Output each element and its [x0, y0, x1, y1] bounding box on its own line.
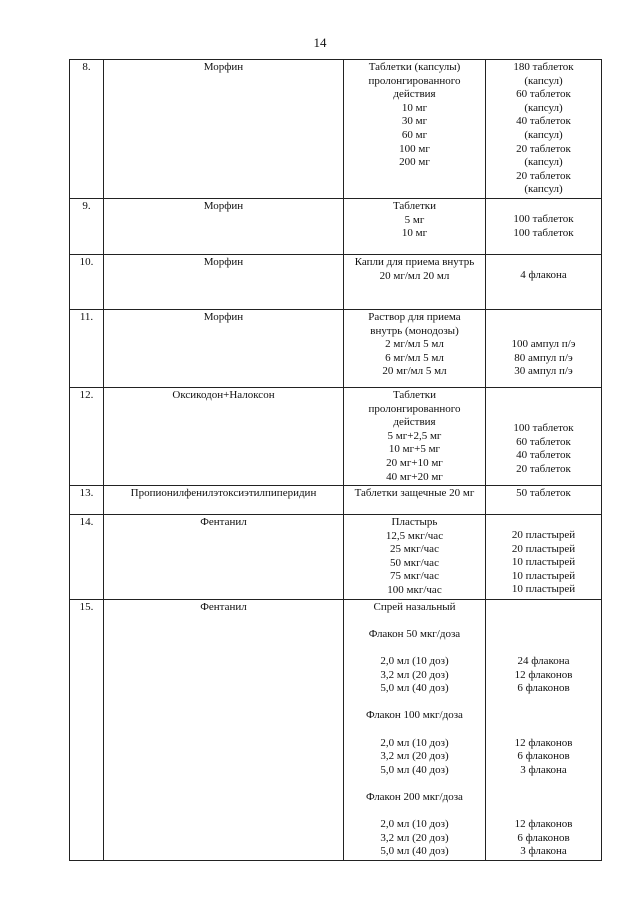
quantity-line: [489, 614, 598, 628]
quantity-line: (капсул): [524, 74, 563, 87]
quantity-line: 24 флакона: [517, 655, 570, 668]
drug-name: Оксикодон+Налоксон: [104, 387, 344, 485]
quantity-line: 50 таблеток: [516, 487, 571, 500]
table-row: [70, 309, 602, 387]
dosage-form-line: [347, 696, 482, 710]
quantity-line: [489, 805, 598, 819]
quantity-line: 20 таблеток: [516, 169, 571, 182]
dosage-form-line: 2 мг/мл 5 мл: [385, 338, 444, 351]
quantity-line: 100 таблеток: [513, 421, 574, 434]
dosage-form-line: [347, 805, 482, 819]
table-row: [70, 387, 602, 485]
table-row: [70, 515, 602, 600]
row-number: 11.: [70, 309, 104, 387]
quantity-line: 12 флаконов: [514, 668, 573, 681]
table-row: [70, 198, 602, 254]
dosage-form: [344, 254, 486, 309]
dosage-form-line: 2,0 мл (10 доз): [380, 736, 449, 749]
drug-table: [69, 59, 602, 861]
table-row: [70, 254, 602, 309]
quantity: [486, 486, 602, 515]
dosage-form-line: 12,5 мкг/час: [385, 529, 444, 542]
drug-name: Морфин: [104, 254, 344, 309]
dosage-form-line: [347, 723, 482, 737]
quantity-line: 10 пластырей: [511, 583, 576, 596]
dosage-form-line: 10 мг+5 мг: [388, 443, 441, 456]
dosage-form-line: 3,2 мл (20 доз): [380, 831, 449, 844]
quantity-line: 20 таблеток: [516, 462, 571, 475]
quantity-line: (капсул): [524, 128, 563, 141]
table-row: [70, 599, 602, 860]
dosage-form-line: 20 мг/мл 20 мл: [379, 269, 450, 282]
dosage-form-line: 5,0 мл (40 доз): [380, 845, 449, 858]
row-number: 15.: [70, 599, 104, 860]
dosage-form-line: 75 мкг/час: [390, 570, 439, 583]
quantity-line: 3 флакона: [520, 845, 567, 858]
dosage-form: [344, 309, 486, 387]
table-body: [70, 60, 602, 861]
quantity: [486, 599, 602, 860]
drug-name: Морфин: [104, 198, 344, 254]
quantity-line: 60 таблеток: [516, 88, 571, 101]
page-number: 14: [313, 35, 327, 50]
dosage-form-line: Пластырь: [391, 516, 438, 529]
dosage-form-line: 60 мг: [401, 128, 428, 141]
row-number: 14.: [70, 515, 104, 600]
dosage-form-line: Раствор для приема: [368, 310, 461, 323]
dosage-form-line: 100 мг: [399, 142, 430, 155]
dosage-form-line: 5 мг: [404, 213, 425, 226]
dosage-form-line: Флакон 100 мкг/доза: [366, 709, 463, 722]
table-row: [70, 60, 602, 199]
dosage-form-line: пролонгированного: [368, 402, 461, 415]
table-row: [70, 486, 602, 515]
quantity-line: [489, 696, 598, 710]
dosage-form-line: 5,0 мл (40 доз): [380, 763, 449, 776]
dosage-form-line: 6 мг/мл 5 мл: [385, 351, 444, 364]
quantity-line: 10 пластырей: [511, 556, 576, 569]
dosage-form-line: действия: [393, 88, 436, 101]
dosage-form-line: 10 мг: [401, 101, 428, 114]
quantity-line: (капсул): [524, 183, 563, 196]
dosage-form-line: Таблетки: [392, 199, 437, 212]
dosage-form: [344, 599, 486, 860]
dosage-form-line: действия: [393, 416, 436, 429]
quantity-line: 80 ампул п/э: [514, 351, 573, 364]
quantity-line: 100 таблеток: [513, 226, 574, 239]
dosage-form-line: 3,2 мл (20 доз): [380, 750, 449, 763]
dosage-form-line: 20 мг/мл 5 мл: [382, 365, 447, 378]
row-number: 10.: [70, 254, 104, 309]
dosage-form: [344, 515, 486, 600]
dosage-form-line: Флакон 200 мкг/доза: [366, 790, 463, 803]
quantity-line: [489, 709, 598, 723]
dosage-form-line: Капли для приема внутрь: [354, 255, 475, 268]
quantity: [486, 198, 602, 254]
quantity-line: 6 флаконов: [517, 831, 570, 844]
dosage-form-line: 2,0 мл (10 доз): [380, 818, 449, 831]
dosage-form-line: 40 мг+20 мг: [386, 470, 443, 483]
row-number: 8.: [70, 60, 104, 199]
quantity-line: 40 таблеток: [516, 449, 571, 462]
dosage-form-line: Таблетки защечные 20 мг: [354, 487, 475, 500]
dosage-form: [344, 60, 486, 199]
dosage-form-line: 5 мг+2,5 мг: [387, 429, 442, 442]
quantity: [486, 309, 602, 387]
dosage-form-line: 200 мг: [399, 156, 430, 169]
drug-name: Фентанил: [104, 599, 344, 860]
quantity-line: 40 таблеток: [516, 115, 571, 128]
quantity-line: 100 ампул п/э: [511, 337, 576, 350]
dosage-form-line: 3,2 мл (20 доз): [380, 668, 449, 681]
quantity: [486, 254, 602, 309]
dosage-form: [344, 387, 486, 485]
dosage-form-line: [347, 777, 482, 791]
quantity-line: 60 таблеток: [516, 435, 571, 448]
quantity-line: 20 таблеток: [516, 142, 571, 155]
quantity: [486, 515, 602, 600]
quantity-line: (капсул): [524, 156, 563, 169]
dosage-form-line: [347, 641, 482, 655]
quantity-line: 12 флаконов: [514, 736, 573, 749]
quantity-line: [489, 723, 598, 737]
drug-name: Фентанил: [104, 515, 344, 600]
dosage-form-line: Таблетки: [392, 388, 437, 401]
quantity-line: 4 флакона: [520, 268, 567, 281]
drug-name: Морфин: [104, 60, 344, 199]
dosage-form-line: 100 мкг/час: [387, 584, 442, 597]
dosage-form-line: 25 мкг/час: [390, 543, 439, 556]
row-number: 13.: [70, 486, 104, 515]
dosage-form: [344, 486, 486, 515]
dosage-form-line: Таблетки (капсулы): [368, 61, 461, 73]
dosage-form-line: Спрей назальный: [373, 600, 456, 613]
drug-name: Морфин: [104, 309, 344, 387]
quantity-line: (капсул): [524, 101, 563, 114]
dosage-form-line: пролонгированного: [368, 74, 461, 87]
quantity-line: 30 ампул п/э: [514, 365, 573, 378]
dosage-form: [344, 198, 486, 254]
quantity: [486, 60, 602, 199]
quantity-line: 180 таблеток: [513, 61, 574, 73]
quantity-line: 100 таблеток: [513, 212, 574, 225]
dosage-form-line: внутрь (монодозы): [370, 324, 459, 337]
dosage-form-line: 10 мг: [401, 227, 428, 240]
quantity-line: [489, 601, 598, 615]
quantity-line: 6 флаконов: [517, 750, 570, 763]
quantity-line: 20 пластырей: [511, 542, 576, 555]
quantity-line: [489, 628, 598, 642]
quantity-line: 6 флаконов: [517, 682, 570, 695]
row-number: 12.: [70, 387, 104, 485]
row-number: 9.: [70, 198, 104, 254]
quantity-line: 12 флаконов: [514, 818, 573, 831]
dosage-form-line: 20 мг+10 мг: [386, 456, 443, 469]
dosage-form-line: [347, 614, 482, 628]
drug-name: Пропионилфенилэтоксиэтилпиперидин: [104, 486, 344, 515]
dosage-form-line: 5,0 мл (40 доз): [380, 682, 449, 695]
dosage-form-line: 30 мг: [401, 115, 428, 128]
quantity-line: [489, 641, 598, 655]
dosage-form-line: 50 мкг/час: [390, 556, 439, 569]
dosage-form-line: Флакон 50 мкг/доза: [368, 627, 461, 640]
quantity-line: 3 флакона: [520, 763, 567, 776]
quantity: [486, 387, 602, 485]
quantity-line: 20 пластырей: [511, 529, 576, 542]
dosage-form-line: 2,0 мл (10 доз): [380, 655, 449, 668]
quantity-line: [489, 777, 598, 791]
quantity-line: [489, 791, 598, 805]
quantity-line: 10 пластырей: [511, 569, 576, 582]
